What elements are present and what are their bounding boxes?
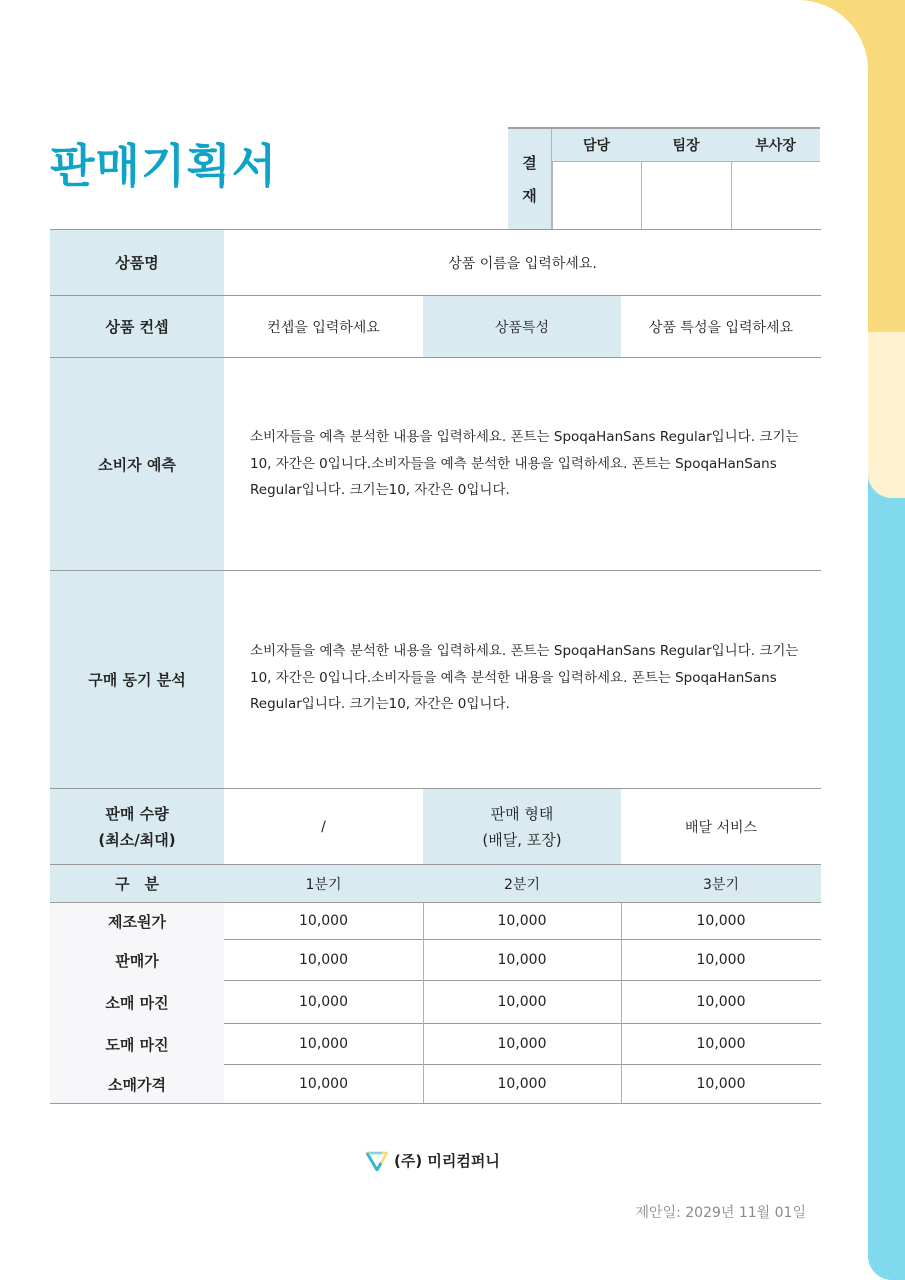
company-name: (주) 미리컴퍼니 bbox=[394, 1152, 500, 1170]
sales-type-label-line2: (배달, 포장) bbox=[482, 830, 562, 849]
product-name-field[interactable]: 상품 이름을 입력하세요. bbox=[448, 255, 597, 272]
approval-header-vp: 부사장 bbox=[731, 129, 820, 162]
divider bbox=[224, 939, 821, 940]
table-cell[interactable]: 10,000 bbox=[299, 1076, 348, 1092]
approval-label-char: 재 bbox=[522, 187, 537, 205]
approval-sign-manager[interactable] bbox=[552, 162, 641, 229]
approval-label-char: 결 bbox=[522, 154, 537, 172]
sales-type-label bbox=[423, 789, 621, 864]
table-cell[interactable]: 10,000 bbox=[696, 1076, 746, 1092]
approval-sign-vp[interactable] bbox=[731, 162, 820, 229]
table-cell[interactable]: 10,000 bbox=[299, 994, 348, 1010]
product-name-label: 상품명 bbox=[50, 230, 224, 295]
consumer-forecast-label: 소비자 예측 bbox=[50, 358, 224, 570]
divider bbox=[50, 902, 821, 903]
product-feature-field[interactable]: 상품 특성을 입력하세요 bbox=[648, 319, 794, 336]
divider bbox=[50, 1103, 821, 1104]
divider bbox=[50, 864, 821, 865]
table-cell[interactable]: 10,000 bbox=[299, 952, 348, 968]
divider bbox=[50, 570, 821, 571]
row-label-wholesale-margin: 도매 마진 bbox=[105, 1035, 169, 1054]
table-cell[interactable]: 10,000 bbox=[299, 1036, 348, 1052]
sales-quantity-label bbox=[50, 789, 224, 864]
row-label-manufacturing-cost: 제조원가 bbox=[108, 912, 166, 931]
product-feature-label: 상품특성 bbox=[423, 296, 621, 357]
table-cell[interactable]: 10,000 bbox=[497, 994, 547, 1010]
sales-quantity-field[interactable]: / bbox=[321, 818, 326, 835]
divider bbox=[50, 788, 821, 789]
divider bbox=[50, 229, 821, 230]
quarter-header-q2: 2분기 bbox=[504, 876, 540, 893]
approval-header-manager: 담당 bbox=[552, 129, 641, 162]
product-concept-label: 상품 컨셉 bbox=[50, 296, 224, 357]
approval-label bbox=[508, 129, 552, 229]
divider bbox=[50, 295, 821, 296]
table-cell[interactable]: 10,000 bbox=[497, 952, 547, 968]
divider bbox=[224, 1023, 821, 1024]
product-concept-field[interactable]: 컨셉을 입력하세요 bbox=[267, 319, 380, 336]
sales-quantity-label-line2: (최소/최대) bbox=[98, 830, 176, 849]
table-cell[interactable]: 10,000 bbox=[299, 913, 348, 929]
sales-type-label-line1: 판매 형태 bbox=[490, 804, 554, 823]
purchase-motive-field[interactable]: 소비자들을 예측 분석한 내용을 입력하세요. 폰트는 SpoqaHanSans Regular입니다. 크기는10, 자간은 0입니다.소비자들을 예측 분석한 내용을 입력하세요. 폰트는 SpoqaHanSans Regular입니다. 크기는10, 자간은 0입니다. bbox=[250, 643, 799, 712]
row-label-retail-margin: 소매 마진 bbox=[105, 993, 169, 1012]
approval-sign-team-lead[interactable] bbox=[641, 162, 731, 229]
proposal-date: 제안일: 2029년 11월 01일 bbox=[635, 1205, 806, 1221]
table-cell[interactable]: 10,000 bbox=[497, 913, 547, 929]
consumer-forecast-field[interactable]: 소비자들을 예측 분석한 내용을 입력하세요. 폰트는 SpoqaHanSans Regular입니다. 크기는10, 자간은 0입니다.소비자들을 예측 분석한 내용을 입력하세요. 폰트는 SpoqaHanSans Regular입니다. 크기는10, 자간은 0입니다. bbox=[250, 429, 799, 498]
table-cell[interactable]: 10,000 bbox=[497, 1036, 547, 1052]
document-title: 판매기획서 bbox=[50, 139, 278, 193]
table-cell[interactable]: 10,000 bbox=[696, 994, 746, 1010]
company-logo bbox=[366, 1150, 500, 1171]
row-label-retail-price: 소매가격 bbox=[108, 1075, 166, 1094]
sales-type-field[interactable]: 배달 서비스 bbox=[684, 819, 758, 836]
column-divider bbox=[423, 903, 424, 1103]
table-cell[interactable]: 10,000 bbox=[497, 1076, 547, 1092]
divider bbox=[224, 1064, 821, 1065]
sales-quantity-label-line1: 판매 수량 bbox=[105, 804, 169, 823]
row-label-selling-price: 판매가 bbox=[115, 951, 159, 970]
approval-box bbox=[508, 127, 820, 229]
quarter-header-q1: 1분기 bbox=[305, 876, 342, 893]
approval-header-team-lead: 팀장 bbox=[641, 129, 731, 162]
quarter-header-q3: 3분기 bbox=[703, 876, 739, 893]
purchase-motive-label: 구매 동기 분석 bbox=[50, 571, 224, 788]
divider bbox=[224, 980, 821, 981]
quarter-header-category: 구 분 bbox=[115, 875, 159, 893]
table-cell[interactable]: 10,000 bbox=[696, 952, 746, 968]
divider bbox=[50, 357, 821, 358]
table-cell[interactable]: 10,000 bbox=[696, 913, 746, 929]
triangle-logo-icon bbox=[366, 1151, 388, 1171]
column-divider bbox=[621, 903, 622, 1103]
table-cell[interactable]: 10,000 bbox=[696, 1036, 746, 1052]
